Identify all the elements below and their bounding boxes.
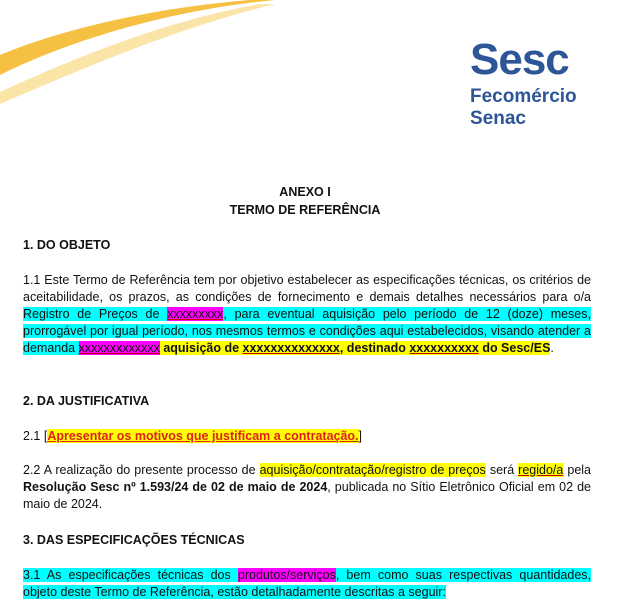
p11-aquisicao: aquisição de — [159, 341, 243, 355]
p11-sesc-es: do Sesc/ES — [478, 341, 551, 355]
p11-text-d: , para eventual aquisição pelo período de 12 (doze) meses, prorrogável por igual período, nos mesmos termos e condições aqui estabelecidos, visando atender a demanda — [23, 307, 591, 355]
section-1-title: 1. DO OBJETO — [23, 238, 111, 252]
p11-placeholder-4: xxxxxxxxxx — [409, 341, 479, 355]
p22-text-g: , publicada no Sítio Eletrônico Oficial em 02 de maio de 2024. — [23, 480, 591, 511]
logo-fecomercio: Fecomércio — [470, 86, 577, 107]
p11-registro: Registro de Preços de — [23, 307, 168, 321]
p11-destinado: , destinado — [339, 341, 410, 355]
p11-text-a: 1.1 Este Termo de Referência tem por objetivo estabelecer as especificações técnicas, os critérios de aceitabilidade, os prazos, as condições de fornecimento e demais detalhes necessários para o/a — [23, 273, 591, 304]
sesc-logo — [470, 35, 600, 130]
p21-instruction: Apresentar os motivos que justificam a contratação. — [47, 429, 359, 443]
annex-label: ANEXO I — [279, 185, 331, 199]
paragraph-2-1 — [23, 428, 591, 445]
p22-resolucao: Resolução Sesc nº 1.593/24 de 02 de maio de 2024 — [23, 480, 328, 494]
p22-regido: regido/a — [518, 463, 564, 477]
p21-suffix: ] — [358, 429, 363, 443]
p11-period: . — [550, 341, 554, 355]
p22-text-a: 2.2 A realização do presente processo de — [23, 463, 260, 477]
p11-placeholder-1: xxxxxxxxx — [167, 307, 224, 321]
p22-aquisicao: aquisição/contratação/registro de preços — [259, 463, 486, 477]
p22-text-e: pela — [563, 463, 592, 477]
p31-produtos: produtos/serviços — [237, 568, 336, 582]
paragraph-3-1 — [23, 567, 591, 601]
paragraph-1-1 — [23, 272, 591, 357]
p11-placeholder-2: xxxxxxxxxxxxx — [78, 341, 160, 355]
p31-text-a: 3.1 As especificações técnicas dos — [23, 568, 238, 582]
p21-prefix: 2.1 [ — [23, 429, 48, 443]
p22-text-c: será — [485, 463, 519, 477]
logo-senac: Senac — [470, 108, 526, 129]
document-title: TERMO DE REFERÊNCIA — [229, 203, 381, 217]
logo-brand: Sesc — [470, 35, 569, 84]
paragraph-2-2 — [23, 462, 591, 513]
section-3-title: 3. DAS ESPECIFICAÇÕES TÉCNICAS — [23, 533, 245, 547]
p31-text-c: , bem como suas respectivas quantidades, objeto deste Termo de Referência, estão detalhadamente descritas a seguir: — [23, 568, 592, 599]
section-2-title: 2. DA JUSTIFICATIVA — [23, 394, 150, 408]
p11-placeholder-3: xxxxxxxxxxxxxx — [242, 341, 340, 355]
decorative-swoosh — [0, 0, 300, 110]
